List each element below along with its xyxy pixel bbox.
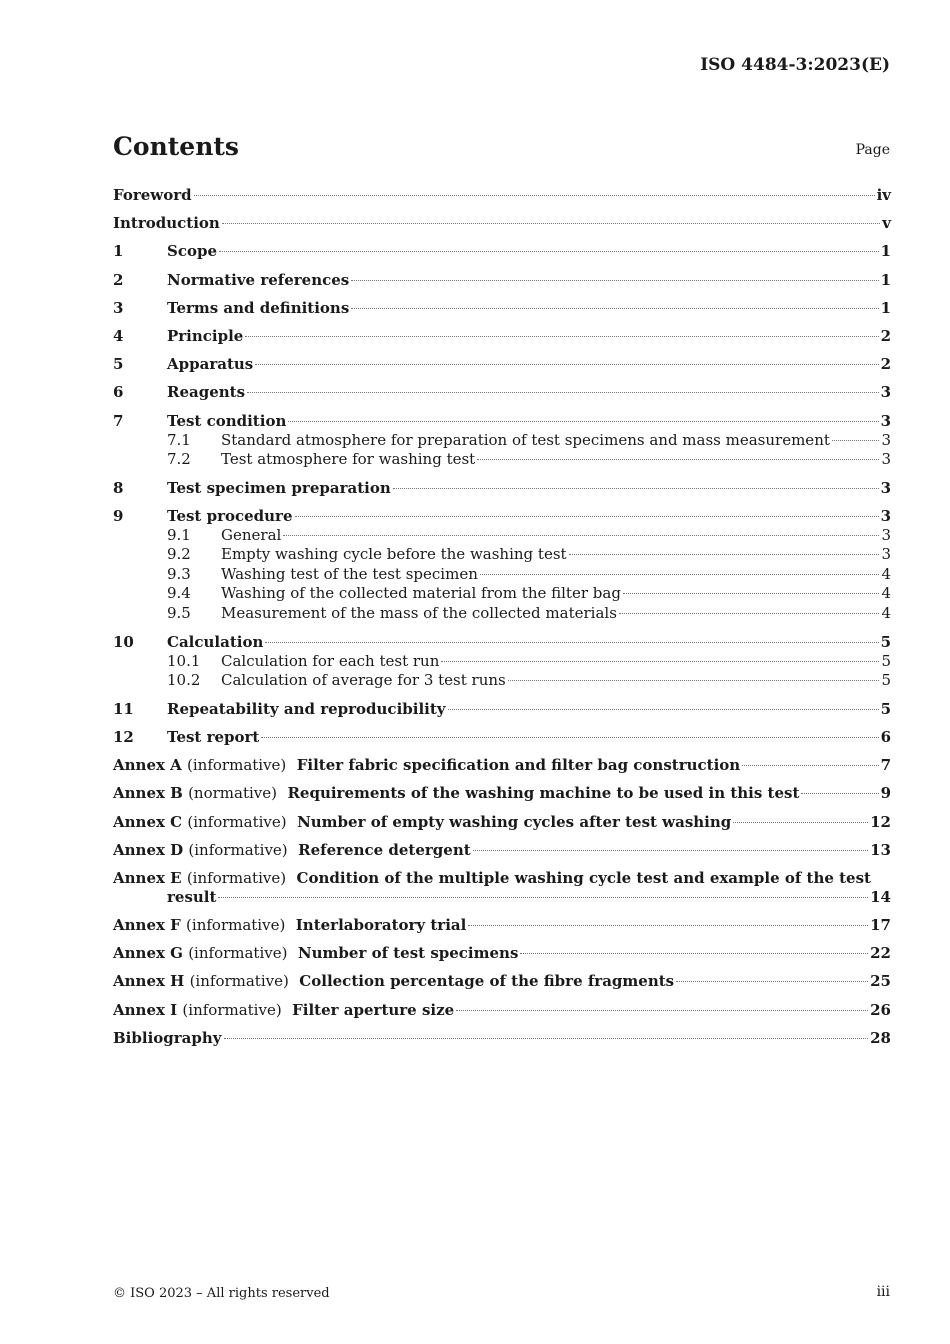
toc-label: Calculation for each test run xyxy=(221,651,440,670)
toc-entry-9-5[interactable] xyxy=(113,604,891,624)
toc-label xyxy=(113,972,674,991)
toc-number: 5 xyxy=(113,355,124,374)
dot-leader xyxy=(676,981,868,982)
dot-leader xyxy=(468,925,868,926)
annex-title: Interlaboratory trial xyxy=(295,916,467,935)
toc-number: 12 xyxy=(113,727,134,746)
toc-entry-9[interactable] xyxy=(113,507,891,526)
annex-name: Annex E xyxy=(113,868,182,887)
toc-page: 7 xyxy=(880,756,891,775)
toc-page: 6 xyxy=(880,727,891,746)
toc-label: Standard atmosphere for preparation of test specimens and mass measurement xyxy=(221,430,830,449)
annex-title: Filter fabric specification and filter bag construction xyxy=(296,756,741,775)
annex-title: Number of empty washing cycles after test washing xyxy=(297,812,732,831)
toc-number: 10.2 xyxy=(167,671,201,690)
toc-label xyxy=(113,784,799,803)
annex-title: Reference detergent xyxy=(298,840,471,859)
dot-leader xyxy=(261,737,878,738)
dot-leader xyxy=(255,364,878,365)
toc-number: 7.1 xyxy=(167,430,191,449)
annex-title: Number of test specimens xyxy=(297,944,519,963)
toc-entry-7[interactable] xyxy=(113,412,891,431)
toc-entry-foreword[interactable] xyxy=(113,186,891,205)
toc-entry-5[interactable] xyxy=(113,355,891,374)
annex-title: Collection percentage of the fibre fragments xyxy=(299,972,675,991)
dot-leader xyxy=(351,308,878,309)
annex-name: Annex C xyxy=(113,812,183,831)
dot-leader xyxy=(456,1010,868,1011)
toc-entry-7-2[interactable] xyxy=(113,450,891,470)
annex-name: Annex F xyxy=(113,916,181,935)
dot-leader xyxy=(247,392,879,393)
annex-type: (informative) xyxy=(186,916,286,935)
toc-entry-annex-h[interactable] xyxy=(113,972,891,991)
toc-number: 9.5 xyxy=(167,603,191,622)
toc-page: 3 xyxy=(881,430,891,449)
dot-leader xyxy=(441,661,879,662)
toc-number: 10.1 xyxy=(167,651,201,670)
toc-entry-annex-a[interactable] xyxy=(113,756,891,775)
toc-label: Introduction xyxy=(113,214,220,233)
toc-entry-annex-e-cont[interactable] xyxy=(113,888,891,907)
dot-leader xyxy=(520,953,868,954)
toc-label xyxy=(113,869,871,888)
toc-page: 13 xyxy=(870,840,891,859)
toc-number: 9 xyxy=(113,506,124,525)
toc-label: Test atmosphere for washing test xyxy=(221,450,476,468)
toc-page: 3 xyxy=(881,450,891,468)
annex-type: (informative) xyxy=(188,840,288,859)
toc-entry-annex-d[interactable] xyxy=(113,841,891,860)
annex-title: Requirements of the washing machine to be used in this test xyxy=(287,784,800,803)
toc-label: Foreword xyxy=(113,186,192,204)
toc-entry-annex-c[interactable] xyxy=(113,813,891,832)
annex-title: Condition of the multiple washing cycle test and example of the test xyxy=(296,868,871,887)
dot-leader xyxy=(194,195,875,196)
toc-label: Washing of the collected material from the filter bag xyxy=(221,584,621,603)
toc-page: 12 xyxy=(870,812,891,831)
toc-label: Test procedure xyxy=(167,506,293,525)
annex-type: (informative) xyxy=(187,812,287,831)
toc-entry-10-2[interactable] xyxy=(113,671,891,691)
dot-leader xyxy=(619,613,880,614)
page-title: Contents xyxy=(113,132,240,161)
toc-number: 9.4 xyxy=(167,584,191,603)
toc-entry-annex-f[interactable] xyxy=(113,916,891,935)
toc-page: 3 xyxy=(880,411,891,430)
toc-label: Washing test of the test specimen xyxy=(221,564,478,583)
toc-page: 5 xyxy=(881,651,891,670)
annex-title: Filter aperture size xyxy=(292,1000,455,1019)
toc-page: 4 xyxy=(881,564,891,583)
toc-label: Calculation xyxy=(167,632,264,651)
toc-label: Bibliography xyxy=(113,1028,222,1047)
toc-label: Empty washing cycle before the washing test xyxy=(221,545,567,564)
toc-label: Normative references xyxy=(167,270,350,289)
toc-label: Test condition xyxy=(167,411,287,430)
dot-leader xyxy=(473,850,868,851)
dot-leader xyxy=(222,223,880,224)
dot-leader xyxy=(224,1038,869,1039)
toc-page: 2 xyxy=(880,355,891,374)
toc-entry-annex-g[interactable] xyxy=(113,944,891,963)
toc-page: 1 xyxy=(880,242,891,261)
toc-entry-2[interactable] xyxy=(113,271,891,290)
page-number: iii xyxy=(876,1284,890,1300)
toc-number: 3 xyxy=(113,298,124,317)
toc-number: 7.2 xyxy=(167,450,191,468)
toc-page: 5 xyxy=(881,671,891,690)
toc-number: 10 xyxy=(113,632,134,651)
annex-name: Annex B xyxy=(113,784,183,803)
toc-label: Reagents xyxy=(167,383,246,402)
toc-page: 9 xyxy=(880,784,891,803)
toc-page: 14 xyxy=(870,887,891,906)
dot-leader xyxy=(832,440,880,441)
toc-page: 17 xyxy=(870,916,891,935)
toc-number: 7 xyxy=(113,411,124,430)
toc-page: 22 xyxy=(870,944,891,963)
toc-entry-7-1[interactable] xyxy=(113,431,891,451)
page-column-label: Page xyxy=(855,142,890,158)
toc-entry-6[interactable] xyxy=(113,383,891,402)
dot-leader xyxy=(393,488,879,489)
annex-type: (informative) xyxy=(187,756,287,775)
toc-entry-bibliography[interactable] xyxy=(113,1029,891,1048)
annex-type: (informative) xyxy=(188,944,288,963)
dot-leader xyxy=(351,280,878,281)
toc-label xyxy=(113,756,740,775)
annex-name: Annex H xyxy=(113,972,185,991)
toc-entry-3[interactable] xyxy=(113,299,891,318)
toc-label: Repeatability and reproducibility xyxy=(167,699,446,718)
toc-page: 2 xyxy=(880,326,891,345)
toc-page: 25 xyxy=(870,972,891,991)
dot-leader xyxy=(801,793,878,794)
toc-entry-12[interactable] xyxy=(113,728,891,747)
toc-page: 28 xyxy=(870,1028,891,1047)
toc-label: Apparatus xyxy=(167,355,254,374)
toc-label xyxy=(113,1001,454,1020)
toc-number: 6 xyxy=(113,383,124,402)
annex-name: Annex G xyxy=(113,944,183,963)
dot-leader xyxy=(218,897,868,898)
toc-number: 9.3 xyxy=(167,564,191,583)
toc-label xyxy=(113,813,731,832)
toc-label: General xyxy=(221,525,282,544)
toc-entry-4[interactable] xyxy=(113,327,891,346)
toc-entry-9-1[interactable] xyxy=(113,526,891,546)
toc-number: 9.2 xyxy=(167,545,191,564)
annex-type: (informative) xyxy=(186,868,287,887)
toc-label xyxy=(113,841,471,860)
toc-page: 26 xyxy=(870,1000,891,1019)
dot-leader xyxy=(569,554,880,555)
toc-label: Scope xyxy=(167,242,218,261)
toc-entry-9-3[interactable] xyxy=(113,565,891,585)
toc-entry-10-1[interactable] xyxy=(113,652,891,672)
toc-label xyxy=(113,944,518,963)
annex-type: (informative) xyxy=(189,972,289,991)
dot-leader xyxy=(508,680,880,681)
dot-leader xyxy=(265,642,878,643)
dot-leader xyxy=(295,516,879,517)
toc-page: 4 xyxy=(881,584,891,603)
toc-entry-9-4[interactable] xyxy=(113,584,891,604)
toc-page: 3 xyxy=(880,478,891,497)
toc-page: 3 xyxy=(881,545,891,564)
toc-label: Test specimen preparation xyxy=(167,478,391,497)
annex-name: Annex D xyxy=(113,840,184,859)
toc-number: 9.1 xyxy=(167,525,191,544)
annex-name: Annex I xyxy=(113,1000,178,1019)
toc-number: 2 xyxy=(113,270,124,289)
annex-type: (informative) xyxy=(182,1000,282,1019)
toc-entry-1[interactable] xyxy=(113,242,891,261)
dot-leader xyxy=(477,459,879,460)
toc-number: 8 xyxy=(113,478,124,497)
toc-label: Calculation of average for 3 test runs xyxy=(221,671,506,690)
toc-label xyxy=(113,916,466,935)
toc-page: 1 xyxy=(880,298,891,317)
toc-entry-9-2[interactable] xyxy=(113,545,891,565)
dot-leader xyxy=(245,336,878,337)
annex-type: (normative) xyxy=(188,784,277,803)
dot-leader xyxy=(742,765,878,766)
toc-entry-11[interactable] xyxy=(113,700,891,719)
dot-leader xyxy=(623,593,880,594)
dot-leader xyxy=(219,251,879,252)
dot-leader xyxy=(288,421,878,422)
toc-page: 5 xyxy=(880,632,891,651)
annex-title-continuation: result xyxy=(167,887,217,906)
toc-entry-10[interactable] xyxy=(113,633,891,652)
toc-label: Principle xyxy=(167,326,244,345)
toc-page: 4 xyxy=(881,603,891,622)
toc-page: 5 xyxy=(880,699,891,718)
toc-number: 1 xyxy=(113,242,124,261)
dot-leader xyxy=(480,574,880,575)
toc-page: 3 xyxy=(881,525,891,544)
toc-entry-annex-b[interactable] xyxy=(113,784,891,803)
toc-label: Test report xyxy=(167,727,260,746)
toc-entry-annex-e[interactable] xyxy=(113,869,891,888)
toc-entry-annex-i[interactable] xyxy=(113,1001,891,1020)
dot-leader xyxy=(448,709,879,710)
toc-label: Measurement of the mass of the collected materials xyxy=(221,603,617,622)
toc-page: 1 xyxy=(880,270,891,289)
dot-leader xyxy=(283,535,879,536)
toc-number: 4 xyxy=(113,326,124,345)
copyright-notice: © ISO 2023 – All rights reserved xyxy=(113,1286,330,1301)
toc-number: 11 xyxy=(113,699,134,718)
dot-leader xyxy=(733,822,868,823)
toc-label: Terms and definitions xyxy=(167,298,350,317)
document-id: ISO 4484-3:2023(E) xyxy=(700,55,890,75)
table-of-contents xyxy=(113,186,891,1048)
annex-name: Annex A xyxy=(113,756,182,775)
toc-entry-8[interactable] xyxy=(113,479,891,498)
toc-page: 3 xyxy=(880,506,891,525)
toc-entry-introduction[interactable] xyxy=(113,214,891,233)
toc-page: v xyxy=(882,214,891,233)
toc-page: iv xyxy=(876,186,891,204)
toc-page: 3 xyxy=(880,383,891,402)
